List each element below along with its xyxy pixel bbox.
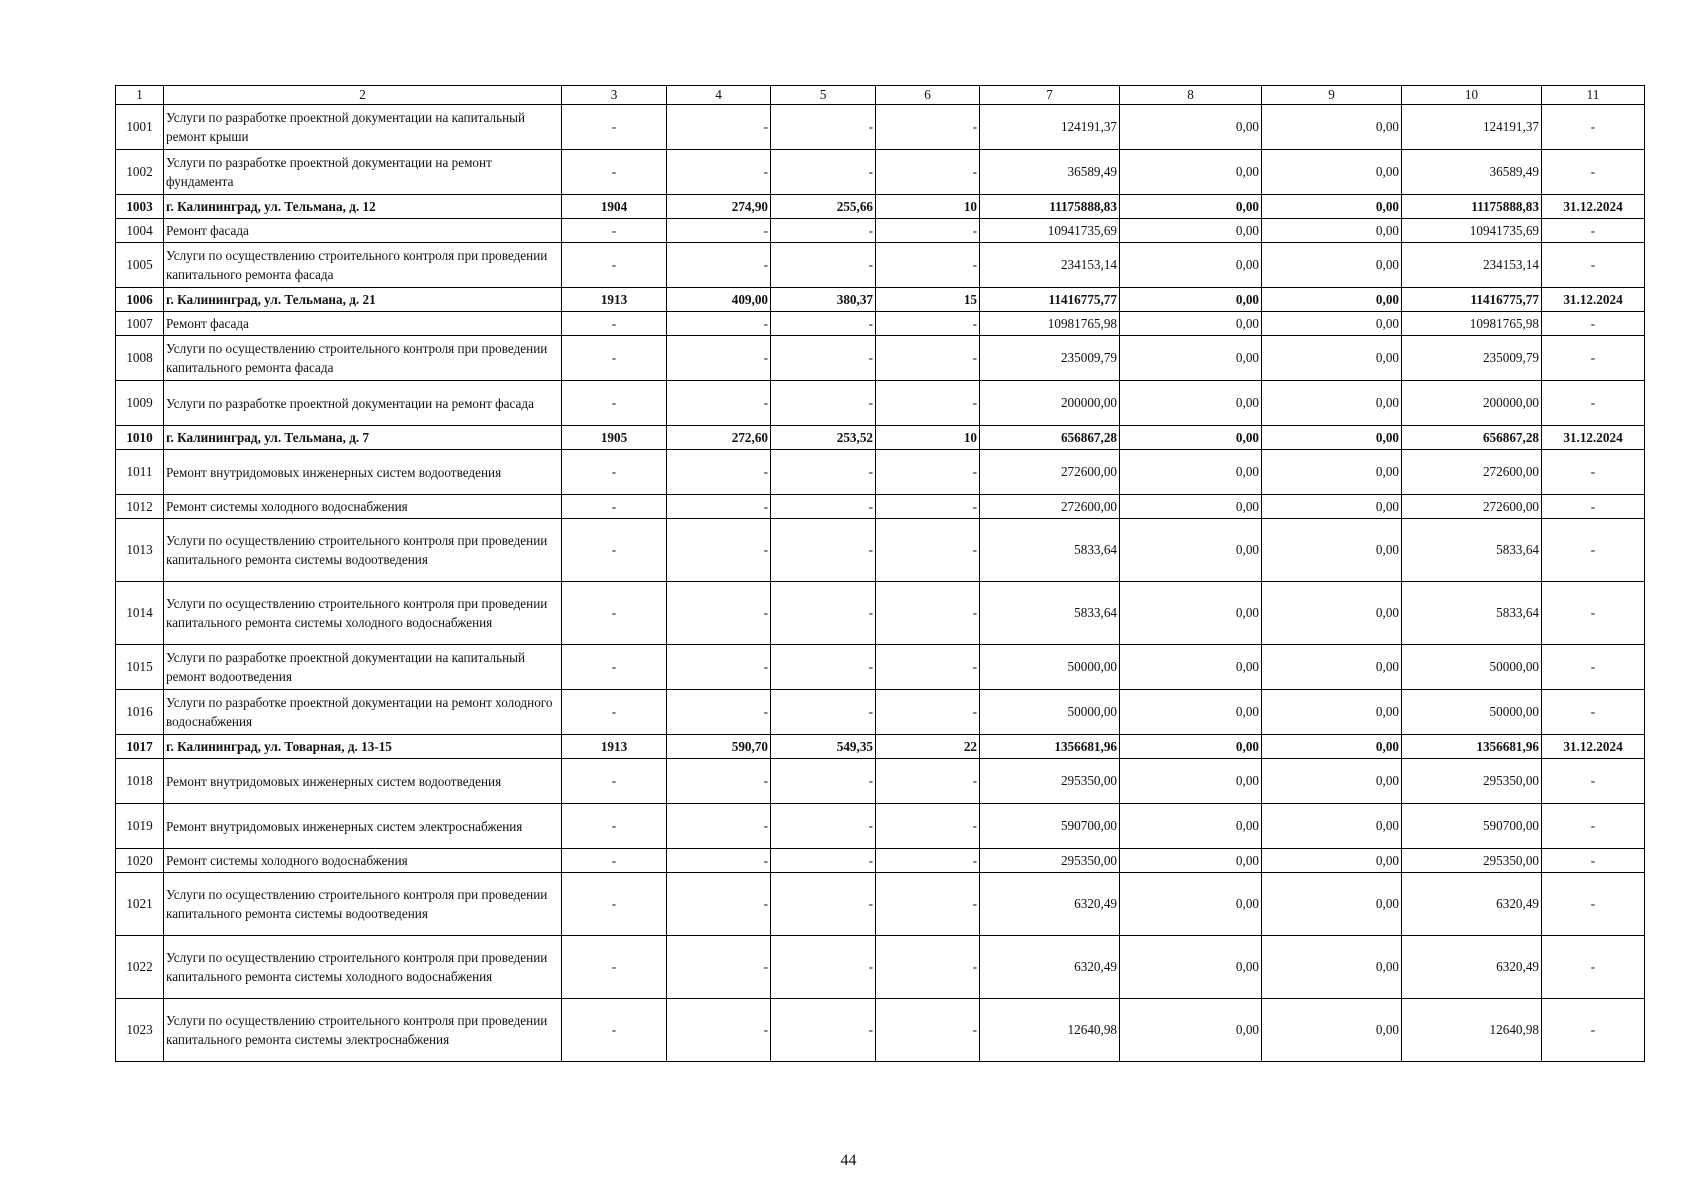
- col-header: 2: [164, 86, 562, 105]
- col6-cell: -: [876, 690, 980, 735]
- work-item-row: [116, 849, 1645, 873]
- col9-amount-cell: 0,00: [1262, 804, 1402, 849]
- col9-amount-cell: 0,00: [1262, 690, 1402, 735]
- col5-cell: -: [771, 519, 876, 582]
- col5-cell: 253,52: [771, 426, 876, 450]
- col10-amount-cell: 6320,49: [1402, 873, 1542, 936]
- col3-cell: -: [562, 519, 667, 582]
- col9-amount-cell: 0,00: [1262, 243, 1402, 288]
- col3-cell: -: [562, 381, 667, 426]
- col7-amount-cell: 235009,79: [980, 336, 1120, 381]
- col3-cell: -: [562, 804, 667, 849]
- col4-cell: -: [667, 150, 771, 195]
- address-row: [116, 288, 1645, 312]
- col4-cell: 272,60: [667, 426, 771, 450]
- col6-cell: -: [876, 450, 980, 495]
- description-cell: г. Калининград, ул. Тельмана, д. 12: [164, 195, 562, 219]
- col3-cell: -: [562, 849, 667, 873]
- col9-amount-cell: 0,00: [1262, 849, 1402, 873]
- col10-amount-cell: 12640,98: [1402, 999, 1542, 1062]
- col4-cell: -: [667, 849, 771, 873]
- col3-cell: -: [562, 105, 667, 150]
- works-table: [115, 85, 1645, 1062]
- description-cell: Ремонт системы холодного водоснабжения: [164, 849, 562, 873]
- col7-amount-cell: 5833,64: [980, 519, 1120, 582]
- col6-cell: -: [876, 105, 980, 150]
- deadline-cell: -: [1542, 849, 1645, 873]
- row-number-cell: 1012: [116, 495, 164, 519]
- col-header: 4: [667, 86, 771, 105]
- col4-cell: -: [667, 495, 771, 519]
- work-item-row: [116, 450, 1645, 495]
- col10-amount-cell: 295350,00: [1402, 759, 1542, 804]
- col3-cell: 1905: [562, 426, 667, 450]
- col8-amount-cell: 0,00: [1120, 450, 1262, 495]
- col9-amount-cell: 0,00: [1262, 150, 1402, 195]
- row-number-cell: 1009: [116, 381, 164, 426]
- col10-amount-cell: 6320,49: [1402, 936, 1542, 999]
- deadline-cell: -: [1542, 336, 1645, 381]
- col10-amount-cell: 124191,37: [1402, 105, 1542, 150]
- row-number-cell: 1014: [116, 582, 164, 645]
- col3-cell: -: [562, 582, 667, 645]
- description-cell: Услуги по разработке проектной документации на капитальный ремонт водоотведения: [164, 645, 562, 690]
- col10-amount-cell: 11175888,83: [1402, 195, 1542, 219]
- col8-amount-cell: 0,00: [1120, 288, 1262, 312]
- col-header: 1: [116, 86, 164, 105]
- col5-cell: -: [771, 690, 876, 735]
- col3-cell: -: [562, 219, 667, 243]
- col10-amount-cell: 5833,64: [1402, 519, 1542, 582]
- col7-amount-cell: 295350,00: [980, 849, 1120, 873]
- description-cell: Ремонт внутридомовых инженерных систем водоотведения: [164, 759, 562, 804]
- work-item-row: [116, 312, 1645, 336]
- col10-amount-cell: 200000,00: [1402, 381, 1542, 426]
- col7-amount-cell: 200000,00: [980, 381, 1120, 426]
- col4-cell: -: [667, 381, 771, 426]
- col7-amount-cell: 590700,00: [980, 804, 1120, 849]
- col8-amount-cell: 0,00: [1120, 873, 1262, 936]
- row-number-cell: 1017: [116, 735, 164, 759]
- col-header: 8: [1120, 86, 1262, 105]
- col9-amount-cell: 0,00: [1262, 759, 1402, 804]
- col10-amount-cell: 11416775,77: [1402, 288, 1542, 312]
- work-item-row: [116, 999, 1645, 1062]
- col6-cell: -: [876, 804, 980, 849]
- col6-cell: -: [876, 381, 980, 426]
- col5-cell: -: [771, 759, 876, 804]
- col3-cell: -: [562, 450, 667, 495]
- col-header: 3: [562, 86, 667, 105]
- deadline-cell: -: [1542, 450, 1645, 495]
- description-cell: Услуги по осуществлению строительного контроля при проведении капитального ремонта фасада: [164, 336, 562, 381]
- col9-amount-cell: 0,00: [1262, 219, 1402, 243]
- description-cell: Услуги по осуществлению строительного контроля при проведении капитального ремонта системы холодного водоснабжения: [164, 582, 562, 645]
- col7-amount-cell: 272600,00: [980, 450, 1120, 495]
- col6-cell: -: [876, 582, 980, 645]
- col10-amount-cell: 50000,00: [1402, 645, 1542, 690]
- address-row: [116, 195, 1645, 219]
- col5-cell: -: [771, 105, 876, 150]
- col7-amount-cell: 6320,49: [980, 936, 1120, 999]
- col7-amount-cell: 50000,00: [980, 690, 1120, 735]
- col9-amount-cell: 0,00: [1262, 426, 1402, 450]
- col4-cell: -: [667, 105, 771, 150]
- col10-amount-cell: 5833,64: [1402, 582, 1542, 645]
- col5-cell: -: [771, 645, 876, 690]
- col10-amount-cell: 10941735,69: [1402, 219, 1542, 243]
- col10-amount-cell: 272600,00: [1402, 450, 1542, 495]
- row-number-cell: 1020: [116, 849, 164, 873]
- col5-cell: -: [771, 495, 876, 519]
- col6-cell: -: [876, 645, 980, 690]
- col3-cell: -: [562, 243, 667, 288]
- col9-amount-cell: 0,00: [1262, 645, 1402, 690]
- col6-cell: -: [876, 936, 980, 999]
- col5-cell: 255,66: [771, 195, 876, 219]
- description-cell: Услуги по разработке проектной документации на ремонт фундамента: [164, 150, 562, 195]
- description-cell: Услуги по осуществлению строительного контроля при проведении капитального ремонта фасада: [164, 243, 562, 288]
- col3-cell: -: [562, 999, 667, 1062]
- deadline-cell: -: [1542, 219, 1645, 243]
- col3-cell: 1913: [562, 288, 667, 312]
- col10-amount-cell: 656867,28: [1402, 426, 1542, 450]
- description-cell: г. Калининград, ул. Тельмана, д. 21: [164, 288, 562, 312]
- row-number-cell: 1022: [116, 936, 164, 999]
- work-item-row: [116, 381, 1645, 426]
- col9-amount-cell: 0,00: [1262, 195, 1402, 219]
- page-number: 44: [840, 1152, 857, 1169]
- description-cell: Услуги по разработке проектной документации на ремонт фасада: [164, 381, 562, 426]
- col4-cell: -: [667, 759, 771, 804]
- description-cell: Услуги по разработке проектной документации на ремонт холодного водоснабжения: [164, 690, 562, 735]
- col-header: 10: [1402, 86, 1542, 105]
- col7-amount-cell: 36589,49: [980, 150, 1120, 195]
- col5-cell: -: [771, 219, 876, 243]
- col9-amount-cell: 0,00: [1262, 105, 1402, 150]
- col9-amount-cell: 0,00: [1262, 288, 1402, 312]
- col3-cell: -: [562, 873, 667, 936]
- work-item-row: [116, 582, 1645, 645]
- row-number-cell: 1015: [116, 645, 164, 690]
- row-number-cell: 1023: [116, 999, 164, 1062]
- work-item-row: [116, 804, 1645, 849]
- work-item-row: [116, 243, 1645, 288]
- col6-cell: -: [876, 999, 980, 1062]
- description-cell: Услуги по осуществлению строительного контроля при проведении капитального ремонта системы водоотведения: [164, 873, 562, 936]
- deadline-cell: -: [1542, 873, 1645, 936]
- col5-cell: -: [771, 999, 876, 1062]
- col9-amount-cell: 0,00: [1262, 312, 1402, 336]
- col4-cell: -: [667, 873, 771, 936]
- col10-amount-cell: 295350,00: [1402, 849, 1542, 873]
- col7-amount-cell: 5833,64: [980, 582, 1120, 645]
- description-cell: г. Калининград, ул. Товарная, д. 13-15: [164, 735, 562, 759]
- col-header: 11: [1542, 86, 1645, 105]
- col4-cell: -: [667, 312, 771, 336]
- col10-amount-cell: 10981765,98: [1402, 312, 1542, 336]
- row-number-cell: 1003: [116, 195, 164, 219]
- col4-cell: -: [667, 336, 771, 381]
- row-number-cell: 1011: [116, 450, 164, 495]
- work-item-row: [116, 519, 1645, 582]
- col8-amount-cell: 0,00: [1120, 645, 1262, 690]
- row-number-cell: 1019: [116, 804, 164, 849]
- col5-cell: -: [771, 873, 876, 936]
- col6-cell: -: [876, 150, 980, 195]
- col5-cell: -: [771, 312, 876, 336]
- col-header: 5: [771, 86, 876, 105]
- col5-cell: -: [771, 804, 876, 849]
- col8-amount-cell: 0,00: [1120, 195, 1262, 219]
- col3-cell: 1913: [562, 735, 667, 759]
- col5-cell: -: [771, 243, 876, 288]
- col10-amount-cell: 50000,00: [1402, 690, 1542, 735]
- col7-amount-cell: 124191,37: [980, 105, 1120, 150]
- col5-cell: 380,37: [771, 288, 876, 312]
- col-header: 7: [980, 86, 1120, 105]
- col6-cell: -: [876, 519, 980, 582]
- col6-cell: -: [876, 759, 980, 804]
- col5-cell: -: [771, 336, 876, 381]
- col8-amount-cell: 0,00: [1120, 219, 1262, 243]
- col6-cell: 22: [876, 735, 980, 759]
- col7-amount-cell: 295350,00: [980, 759, 1120, 804]
- deadline-cell: -: [1542, 150, 1645, 195]
- col8-amount-cell: 0,00: [1120, 735, 1262, 759]
- col4-cell: -: [667, 519, 771, 582]
- address-row: [116, 426, 1645, 450]
- col6-cell: -: [876, 243, 980, 288]
- col7-amount-cell: 50000,00: [980, 645, 1120, 690]
- col4-cell: -: [667, 243, 771, 288]
- col9-amount-cell: 0,00: [1262, 381, 1402, 426]
- col7-amount-cell: 6320,49: [980, 873, 1120, 936]
- row-number-cell: 1021: [116, 873, 164, 936]
- deadline-cell: -: [1542, 645, 1645, 690]
- row-number-cell: 1007: [116, 312, 164, 336]
- row-number-cell: 1008: [116, 336, 164, 381]
- col4-cell: -: [667, 582, 771, 645]
- col6-cell: -: [876, 873, 980, 936]
- deadline-cell: -: [1542, 495, 1645, 519]
- address-row: [116, 735, 1645, 759]
- deadline-cell: -: [1542, 999, 1645, 1062]
- description-cell: Ремонт системы холодного водоснабжения: [164, 495, 562, 519]
- col8-amount-cell: 0,00: [1120, 582, 1262, 645]
- description-cell: Ремонт внутридомовых инженерных систем электроснабжения: [164, 804, 562, 849]
- col8-amount-cell: 0,00: [1120, 105, 1262, 150]
- col9-amount-cell: 0,00: [1262, 735, 1402, 759]
- col3-cell: -: [562, 150, 667, 195]
- col9-amount-cell: 0,00: [1262, 450, 1402, 495]
- col5-cell: -: [771, 381, 876, 426]
- col8-amount-cell: 0,00: [1120, 936, 1262, 999]
- deadline-cell: -: [1542, 690, 1645, 735]
- deadline-cell: -: [1542, 759, 1645, 804]
- col7-amount-cell: 12640,98: [980, 999, 1120, 1062]
- row-number-cell: 1001: [116, 105, 164, 150]
- col8-amount-cell: 0,00: [1120, 849, 1262, 873]
- col10-amount-cell: 36589,49: [1402, 150, 1542, 195]
- col5-cell: -: [771, 582, 876, 645]
- work-item-row: [116, 936, 1645, 999]
- col5-cell: 549,35: [771, 735, 876, 759]
- col3-cell: -: [562, 312, 667, 336]
- col4-cell: -: [667, 645, 771, 690]
- work-item-row: [116, 873, 1645, 936]
- col4-cell: -: [667, 219, 771, 243]
- col10-amount-cell: 234153,14: [1402, 243, 1542, 288]
- col4-cell: -: [667, 804, 771, 849]
- work-item-row: [116, 690, 1645, 735]
- col6-cell: -: [876, 219, 980, 243]
- description-cell: Услуги по осуществлению строительного контроля при проведении капитального ремонта системы водоотведения: [164, 519, 562, 582]
- col8-amount-cell: 0,00: [1120, 690, 1262, 735]
- deadline-cell: -: [1542, 243, 1645, 288]
- col3-cell: 1904: [562, 195, 667, 219]
- row-number-cell: 1013: [116, 519, 164, 582]
- description-cell: Услуги по осуществлению строительного контроля при проведении капитального ремонта системы электроснабжения: [164, 999, 562, 1062]
- col6-cell: 15: [876, 288, 980, 312]
- col8-amount-cell: 0,00: [1120, 804, 1262, 849]
- work-item-row: [116, 219, 1645, 243]
- col9-amount-cell: 0,00: [1262, 495, 1402, 519]
- row-number-cell: 1006: [116, 288, 164, 312]
- deadline-cell: -: [1542, 312, 1645, 336]
- col3-cell: -: [562, 759, 667, 804]
- col9-amount-cell: 0,00: [1262, 582, 1402, 645]
- work-item-row: [116, 150, 1645, 195]
- deadline-cell: -: [1542, 936, 1645, 999]
- col6-cell: -: [876, 312, 980, 336]
- col8-amount-cell: 0,00: [1120, 312, 1262, 336]
- col7-amount-cell: 656867,28: [980, 426, 1120, 450]
- col10-amount-cell: 590700,00: [1402, 804, 1542, 849]
- col4-cell: -: [667, 936, 771, 999]
- deadline-cell: 31.12.2024: [1542, 288, 1645, 312]
- col8-amount-cell: 0,00: [1120, 999, 1262, 1062]
- deadline-cell: -: [1542, 582, 1645, 645]
- deadline-cell: -: [1542, 519, 1645, 582]
- col7-amount-cell: 11175888,83: [980, 195, 1120, 219]
- col7-amount-cell: 10941735,69: [980, 219, 1120, 243]
- col6-cell: -: [876, 849, 980, 873]
- row-number-cell: 1016: [116, 690, 164, 735]
- col10-amount-cell: 1356681,96: [1402, 735, 1542, 759]
- col9-amount-cell: 0,00: [1262, 873, 1402, 936]
- col8-amount-cell: 0,00: [1120, 336, 1262, 381]
- col4-cell: 590,70: [667, 735, 771, 759]
- col6-cell: 10: [876, 426, 980, 450]
- table-body: [116, 86, 1645, 1062]
- col7-amount-cell: 234153,14: [980, 243, 1120, 288]
- col6-cell: -: [876, 495, 980, 519]
- description-cell: г. Калининград, ул. Тельмана, д. 7: [164, 426, 562, 450]
- col4-cell: -: [667, 999, 771, 1062]
- col3-cell: -: [562, 495, 667, 519]
- description-cell: Услуги по разработке проектной документации на капитальный ремонт крыши: [164, 105, 562, 150]
- work-item-row: [116, 645, 1645, 690]
- row-number-cell: 1010: [116, 426, 164, 450]
- column-number-row: [116, 86, 1645, 105]
- col4-cell: 274,90: [667, 195, 771, 219]
- col9-amount-cell: 0,00: [1262, 519, 1402, 582]
- col5-cell: -: [771, 150, 876, 195]
- col8-amount-cell: 0,00: [1120, 759, 1262, 804]
- col-header: 9: [1262, 86, 1402, 105]
- col4-cell: -: [667, 690, 771, 735]
- description-cell: Ремонт внутридомовых инженерных систем водоотведения: [164, 450, 562, 495]
- col8-amount-cell: 0,00: [1120, 243, 1262, 288]
- deadline-cell: 31.12.2024: [1542, 195, 1645, 219]
- row-number-cell: 1018: [116, 759, 164, 804]
- col9-amount-cell: 0,00: [1262, 336, 1402, 381]
- col9-amount-cell: 0,00: [1262, 999, 1402, 1062]
- col3-cell: -: [562, 690, 667, 735]
- col8-amount-cell: 0,00: [1120, 495, 1262, 519]
- col8-amount-cell: 0,00: [1120, 519, 1262, 582]
- col8-amount-cell: 0,00: [1120, 150, 1262, 195]
- col6-cell: 10: [876, 195, 980, 219]
- col3-cell: -: [562, 645, 667, 690]
- work-item-row: [116, 495, 1645, 519]
- work-item-row: [116, 759, 1645, 804]
- col3-cell: -: [562, 936, 667, 999]
- work-item-row: [116, 105, 1645, 150]
- deadline-cell: -: [1542, 804, 1645, 849]
- description-cell: Ремонт фасада: [164, 219, 562, 243]
- col8-amount-cell: 0,00: [1120, 381, 1262, 426]
- description-cell: Услуги по осуществлению строительного контроля при проведении капитального ремонта системы холодного водоснабжения: [164, 936, 562, 999]
- col10-amount-cell: 235009,79: [1402, 336, 1542, 381]
- col7-amount-cell: 272600,00: [980, 495, 1120, 519]
- row-number-cell: 1005: [116, 243, 164, 288]
- col7-amount-cell: 1356681,96: [980, 735, 1120, 759]
- deadline-cell: 31.12.2024: [1542, 735, 1645, 759]
- col5-cell: -: [771, 936, 876, 999]
- col4-cell: -: [667, 450, 771, 495]
- work-item-row: [116, 336, 1645, 381]
- deadline-cell: 31.12.2024: [1542, 426, 1645, 450]
- deadline-cell: -: [1542, 105, 1645, 150]
- deadline-cell: -: [1542, 381, 1645, 426]
- row-number-cell: 1002: [116, 150, 164, 195]
- col4-cell: 409,00: [667, 288, 771, 312]
- description-cell: Ремонт фасада: [164, 312, 562, 336]
- col6-cell: -: [876, 336, 980, 381]
- col7-amount-cell: 11416775,77: [980, 288, 1120, 312]
- col3-cell: -: [562, 336, 667, 381]
- col8-amount-cell: 0,00: [1120, 426, 1262, 450]
- row-number-cell: 1004: [116, 219, 164, 243]
- col10-amount-cell: 272600,00: [1402, 495, 1542, 519]
- col9-amount-cell: 0,00: [1262, 936, 1402, 999]
- col5-cell: -: [771, 450, 876, 495]
- col5-cell: -: [771, 849, 876, 873]
- col7-amount-cell: 10981765,98: [980, 312, 1120, 336]
- col-header: 6: [876, 86, 980, 105]
